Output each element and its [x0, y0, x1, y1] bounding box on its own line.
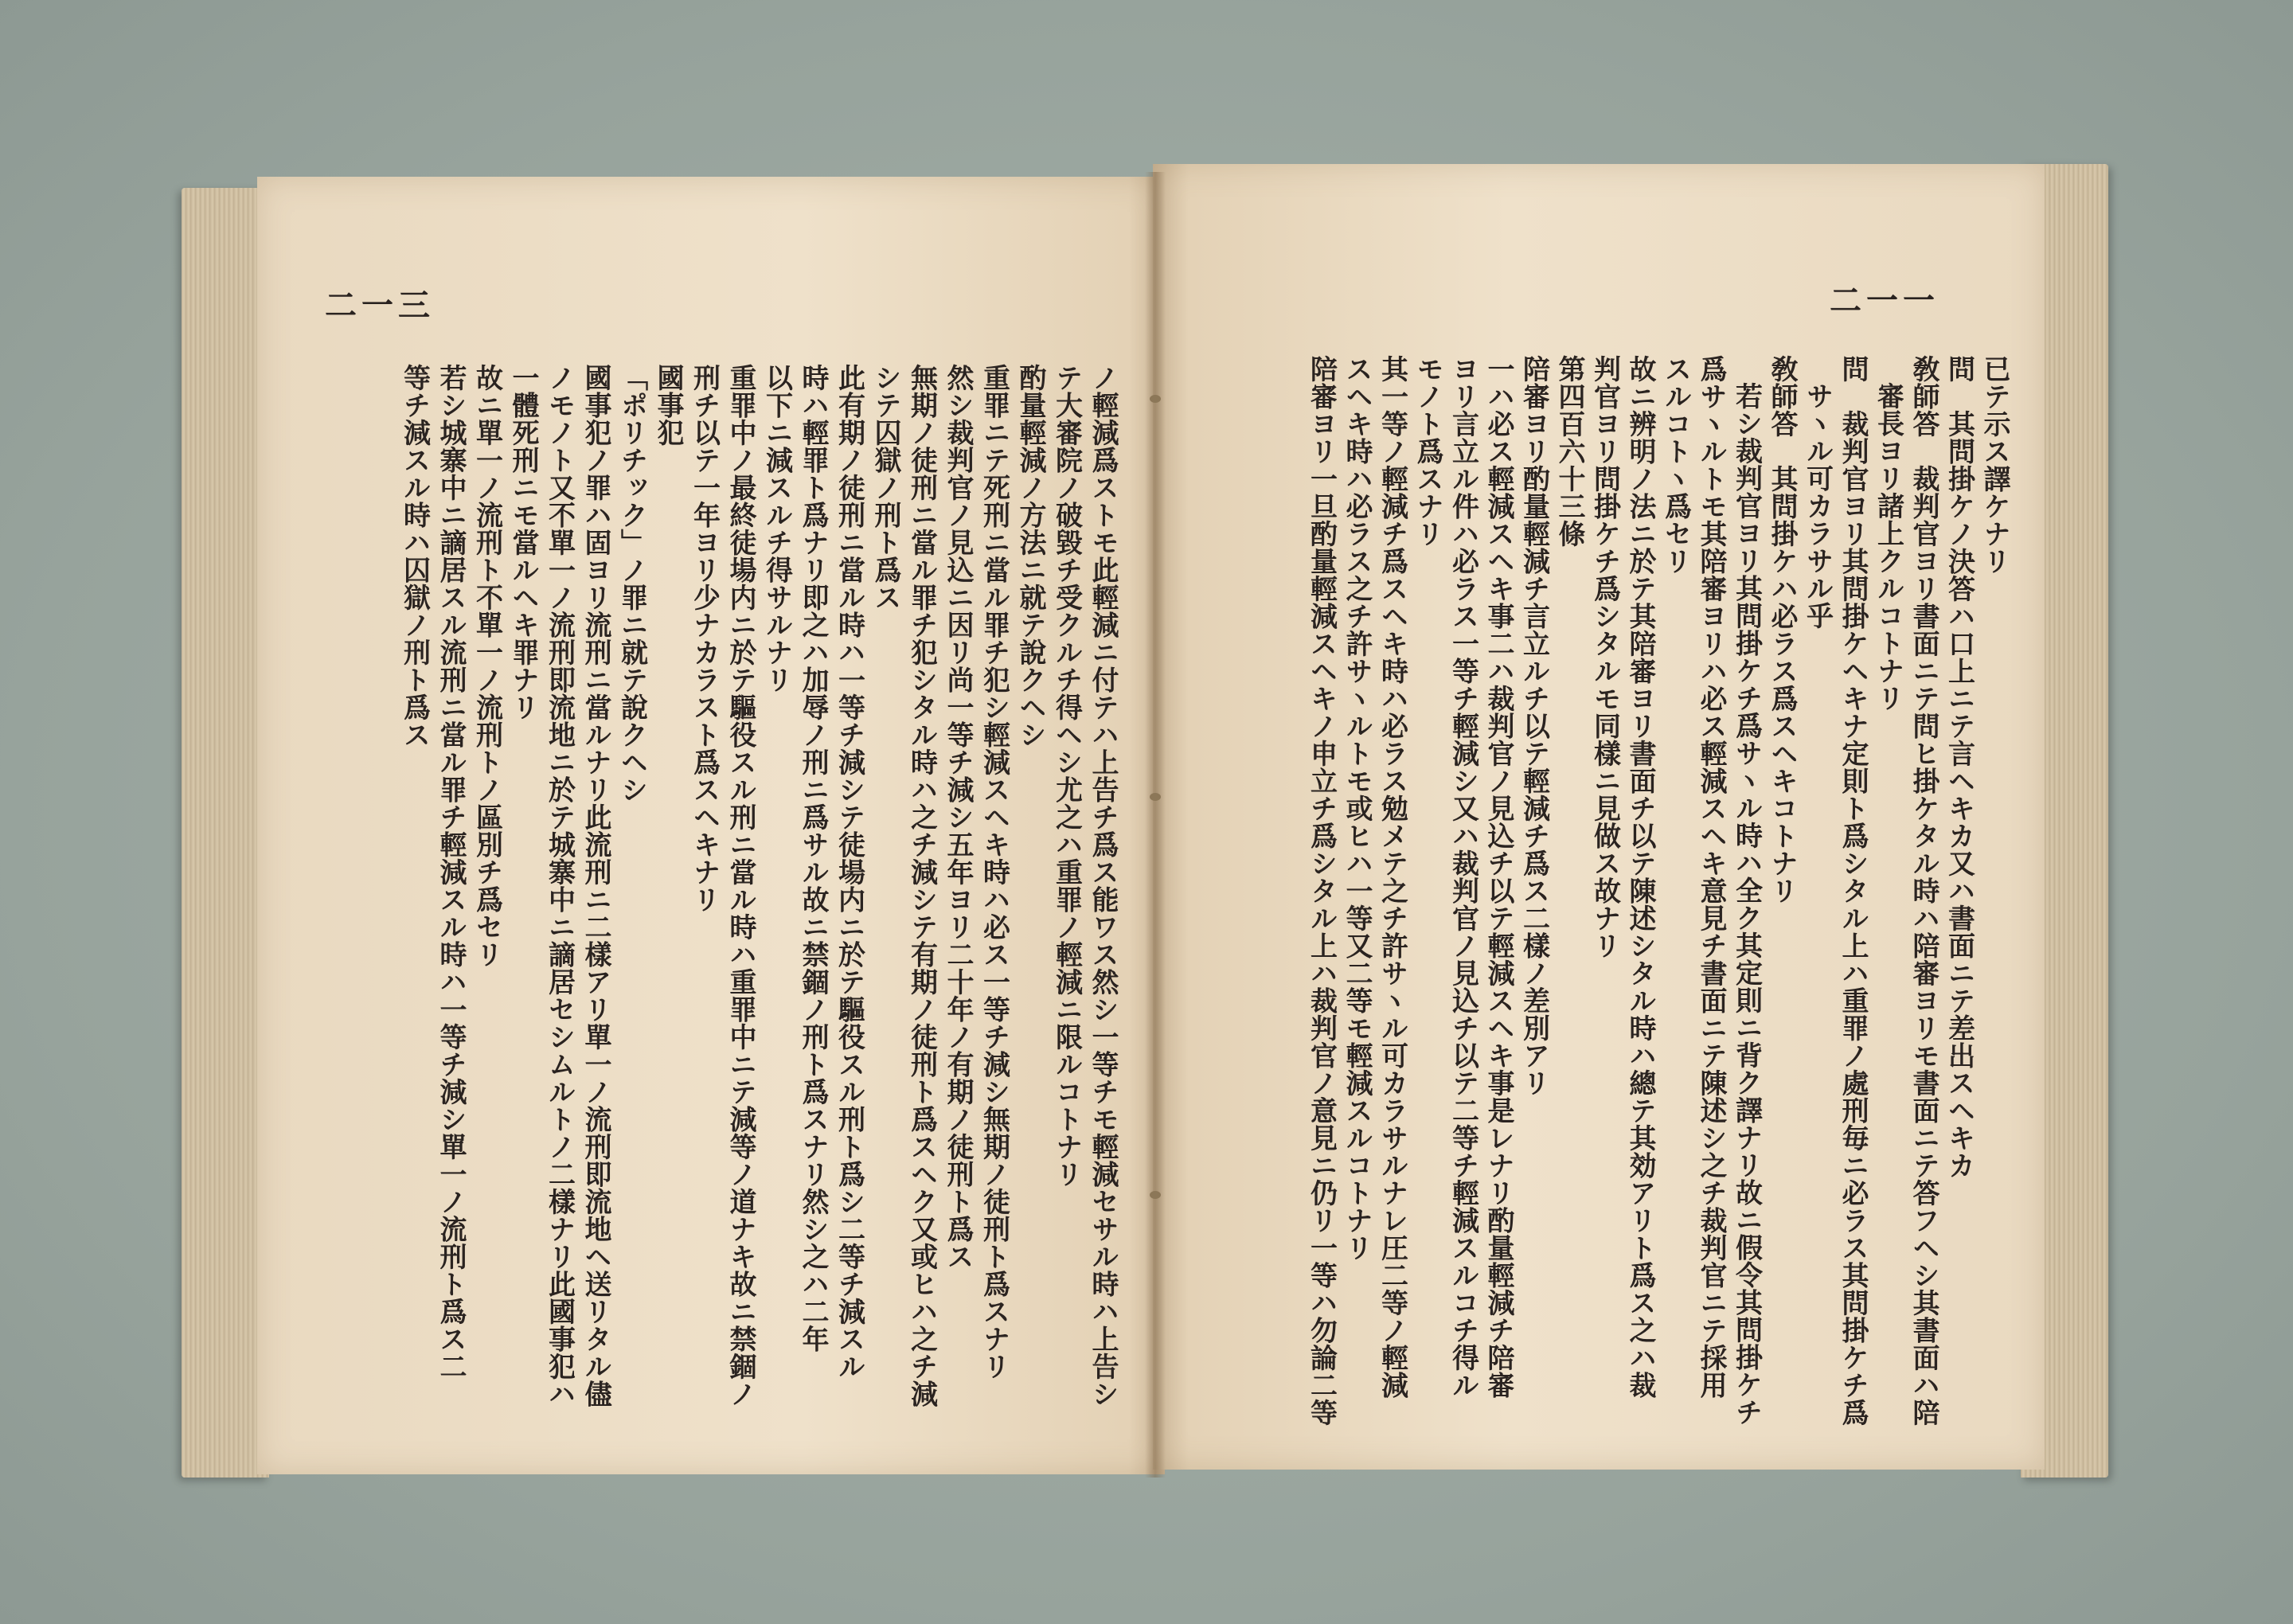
text-column: 此有期ノ徒刑ニ當ル時ハ一等チ減シテ徒場内ニ於テ驅役スル刑ト爲シ二等チ減スル: [833, 364, 865, 1380]
left-page-number: 二一三: [325, 287, 435, 324]
text-column: 判官ヨリ問掛ケチ爲シタルモ同樣ニ見做ス故ナリ: [1588, 355, 1621, 959]
text-column: 陪審ヨリ一旦酌量輕減スヘキノ申立チ爲シタル上ハ裁判官ノ意見ニ仍リ一等ハ勿論二等: [1305, 355, 1338, 1427]
text-column: ノ輕減爲ストモ此輕減ニ付テハ上告チ爲ス能ワス然シ一等チモ輕減セサル時ハ上告シ: [1087, 364, 1119, 1407]
text-column: 酌量輕減ノ方法ニ就テ說クヘシ: [1014, 364, 1046, 748]
text-column: 刑チ以テ一年ヨリ少ナカラスト爲スヘキナリ: [688, 364, 721, 913]
right-page: [1153, 164, 2045, 1470]
text-column: テ大審院ノ破毀チ受クルチ得ヘシ尤之ハ重罪ノ輕減ニ限ルコトナリ: [1050, 364, 1083, 1188]
left-page: [257, 177, 1165, 1474]
text-column: スヘキ時ハ必ラス之チ許サヽルトモ或ヒハ一等又二等モ輕減スルコトナリ: [1341, 355, 1373, 1262]
right-page-number: 二一一: [1830, 282, 1939, 319]
text-column: 「ポリチック」ノ罪ニ就テ說クヘシ: [615, 364, 648, 803]
text-column: 國事犯: [652, 364, 684, 447]
text-column: ヨリ言立ル件ハ必ラス一等チ輕減シ又ハ裁判官ノ見込チ以テ二等チ輕減スルコチ得ル: [1447, 355, 1479, 1399]
text-column: 重罪ニテ死刑ニ當ル罪チ犯シ輕減スヘキ時ハ必ス一等チ減シ無期ノ徒刑ト爲スナリ: [978, 364, 1010, 1380]
text-column: 其一等ノ輕減チ爲スヘキ時ハ必ラス勉メテ之チ許サヽル可カラサルナレ圧二等ノ輕減: [1376, 355, 1408, 1399]
text-column: 問 其問掛ケノ決答ハ口上ニテ言ヘキカ又ハ書面ニテ差出スヘキカ: [1943, 355, 1975, 1179]
text-column: シテ囚獄ノ刑ト爲ス: [869, 364, 901, 611]
text-column: 敎師答 裁判官ヨリ書面ニテ問ヒ掛ケタル時ハ陪審ヨリモ書面ニテ答フヘシ其書面ハ陪: [1908, 355, 1939, 1427]
text-column: 然シ裁判官ノ見込ニ因リ尚一等チ減シ五年ヨリ二十年ノ有期ノ徒刑ト爲ス: [942, 364, 974, 1271]
text-column: ノモノト又不單一ノ流刑即流地ニ於テ城寨中ニ謫居セシムルトノ二樣ナリ此國事犯ハ: [543, 364, 576, 1407]
text-column: 若シ裁判官ヨリ其問掛ケチ爲サヽル時ハ全ク其定則ニ背ク譯ナリ故ニ假令其問掛ケチ: [1730, 382, 1763, 1426]
text-column: 重罪中ノ最終徒場内ニ於テ驅役スル刑ニ當ル時ハ重罪中ニテ減等ノ道ナキ故ニ禁錮ノ: [725, 364, 756, 1407]
binding-stitch: [1150, 793, 1161, 801]
book-gutter: [1145, 172, 1166, 1478]
binding-stitch: [1150, 395, 1161, 403]
text-column: 審長ヨリ諸上クルコトナリ: [1872, 382, 1904, 712]
text-column: 敎師答 其問掛ケハ必ラス爲スヘキコトナリ: [1766, 355, 1798, 904]
text-column: 以下ニ減スルチ得サルナリ: [760, 364, 793, 693]
text-column: 故ニ辨明ノ法ニ於テ其陪審ヨリ書面チ以テ陳述シタル時ハ總テ其効アリト爲ス之ハ裁: [1624, 355, 1656, 1399]
text-column: 若シ城寨中ニ謫居スル流刑ニ當ル罪チ輕減スル時ハ一等チ減シ單一ノ流刑ト爲ス二: [435, 364, 467, 1380]
text-column: 國事犯ノ罪ハ固ヨリ流刑ニ當ルナリ此流刑ニ二樣アリ單一ノ流刑即流地ヘ送リタル儘: [580, 364, 611, 1407]
text-column: 陪審ヨリ酌量輕減チ言立ルチ以テ輕減チ爲ス二樣ノ差別アリ: [1518, 355, 1550, 1097]
text-column: 爲サヽルトモ其陪審ヨリハ必ス輕減スヘキ意見チ書面ニテ陳述シ之チ裁判官ニテ採用: [1695, 355, 1727, 1399]
text-column: 問 裁判官ヨリ其問掛ケヘキナ定則ト爲シタル上ハ重罪ノ處刑毎ニ必ラス其問掛ケチ爲: [1837, 355, 1869, 1427]
left-page-edges: [182, 188, 269, 1478]
text-column: スルコトヽ爲セリ: [1659, 355, 1692, 575]
text-column: サヽル可カラサル乎: [1801, 382, 1834, 630]
text-column: モノト爲スナリ: [1412, 355, 1443, 548]
text-column: 無期ノ徒刑ニ當ル罪チ犯シタル時ハ之チ減シテ有期ノ徒刑ト爲スヘク又或ヒハ之チ減: [905, 364, 938, 1407]
text-column: 已テ示ス譯ケナリ: [1979, 355, 2010, 575]
text-column: 故ニ單一ノ流刑ト不單一ノ流刑トノ區別チ爲セリ: [471, 364, 503, 968]
open-book: [182, 164, 2108, 1485]
binding-stitch: [1150, 1191, 1161, 1199]
text-column: 時ハ輕罪ト爲ナリ即之ハ加辱ノ刑ニ爲サル故ニ禁錮ノ刑ト爲スナリ然シ之ハ二年: [797, 364, 829, 1353]
text-column: 一ハ必ス輕減スヘキ事二ハ裁判官ノ見込チ以テ輕減スヘキ事是レナリ酌量輕減チ陪審: [1482, 355, 1514, 1399]
text-column: 一體死刑ニモ當ルヘキ罪ナリ: [507, 364, 539, 721]
text-column: 等チ減スル時ハ囚獄ノ刑ト爲ス: [398, 364, 431, 748]
text-column: 第四百六十三條: [1553, 355, 1585, 548]
